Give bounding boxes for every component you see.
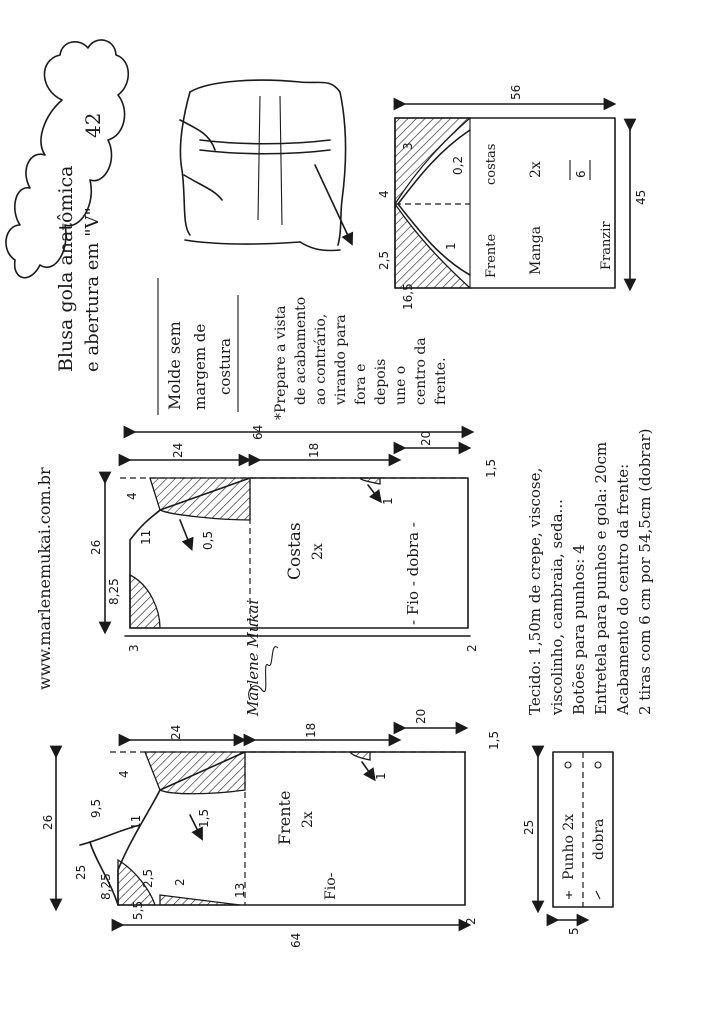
sleeve-dim-cuff-6: 6: [574, 170, 588, 178]
front-dim-collar-8-25: 8,25: [99, 873, 113, 900]
cuff-label: Punho 2x: [561, 813, 577, 880]
materials-buttons: Botões para punhos: 4: [570, 544, 588, 715]
back-dim-neck-8-25: 8,25: [107, 578, 121, 605]
front-dim-width-26: 26: [41, 814, 55, 830]
materials-text: [526, 429, 654, 716]
front-dim-hem-13: 13: [233, 882, 247, 898]
front-dim-collar-2: 2: [173, 878, 187, 886]
cuff-dim-height: 5: [567, 927, 581, 935]
back-dim-neck-4: 4: [125, 492, 139, 500]
front-dim-collar-25: 25: [74, 864, 88, 880]
back-count: 2x: [310, 543, 326, 560]
sleeve-dim-cap-0-2: 0,2: [451, 155, 465, 175]
back-dim-length: 64: [251, 424, 265, 440]
back-dim-armhole-11: 11: [139, 529, 153, 545]
blouse-sketch: [180, 80, 350, 250]
signature: [244, 599, 278, 717]
materials-interfacing: Entretela para punhos e gola: 20cm: [592, 441, 610, 715]
sleeve-dim-cap-2-5: 2,5: [377, 250, 391, 270]
front-dim-neck-4: 4: [117, 770, 131, 778]
sleeve-label-back: costas: [484, 143, 499, 185]
materials-finish-detail: 2 tiras com 6 cm por 54,5cm (dobrar): [636, 428, 654, 715]
sleeve-dim-cap-16-5: 16,5: [401, 283, 415, 310]
sleeve-label-count: 2x: [528, 161, 544, 178]
facing-note-line-4: virando para: [333, 314, 349, 405]
front-dim-hem-2: 2: [464, 917, 478, 925]
sleeve-label-front: Frente: [484, 233, 499, 278]
materials-fabric-2: viscolinho, cambraia, seda...: [548, 499, 566, 715]
back-dim-hem-20: 20: [419, 430, 433, 446]
facing-note-line-1: *Prepare a vista: [273, 305, 289, 420]
back-dim-hem-1-5: 1,5: [484, 458, 498, 478]
back-dim-width-26: 26: [89, 539, 103, 555]
front-pattern: [56, 728, 470, 925]
sleeve-label-gather: Franzir: [599, 221, 614, 270]
facing-note-line-3: ao contrário,: [313, 313, 329, 405]
back-dim-hem-2: 2: [465, 644, 479, 652]
cuff-dim-width: 25: [522, 819, 536, 835]
sleeve-pattern: [395, 104, 630, 288]
front-dim-armhole-1-5: 1,5: [197, 808, 211, 828]
title-line1: Blusa gola anatômica: [55, 165, 77, 372]
back-dim-neck-3: 3: [127, 644, 141, 652]
front-dim-hem-5-5: 5,5: [131, 900, 145, 920]
back-grain-line: - Fio - dobra -: [404, 522, 422, 625]
sleeve-dim-length: 45: [634, 189, 648, 205]
materials-finish-label: Acabamento do centro da frente:: [614, 463, 632, 715]
facing-note-line-7: une o: [393, 365, 409, 405]
mold-note-line2: margem de: [191, 323, 209, 410]
materials-fabric-1: Tecido: 1,50m de crepe, viscose,: [526, 467, 544, 715]
mold-note-line1: Molde sem: [165, 321, 184, 410]
front-dim-hem-20: 20: [414, 708, 428, 724]
back-dim-armhole-0-5: 0,5: [201, 530, 215, 550]
signature-text: Marlene Mukai: [244, 599, 262, 716]
front-dim-waist-1: 1: [374, 772, 388, 780]
front-dim-armhole-11: 11: [129, 814, 143, 830]
website-url: www.marlenemukai.com.br: [35, 467, 54, 690]
sleeve-dim-cap-4: 4: [377, 190, 391, 198]
sleeve-dim-width: 56: [509, 84, 523, 100]
facing-note-line-9: frente.: [433, 357, 449, 405]
facing-note-line-6: depois: [373, 358, 389, 405]
facing-note-line-2: de acabamento: [293, 296, 309, 405]
front-dim-length: 64: [289, 932, 303, 948]
front-dim-collar-9-5: 9,5: [89, 798, 103, 818]
front-label: Frente: [275, 790, 294, 845]
front-dim-shoulder-24: 24: [169, 724, 183, 740]
title-line2: e abertura em "V": [82, 207, 103, 372]
facing-note: [273, 297, 449, 420]
facing-note-line-8: centro da: [413, 337, 429, 405]
facing-note-line-5: fora e: [353, 363, 369, 405]
back-dim-side-18: 18: [307, 442, 321, 458]
front-dim-hem-1-5: 1,5: [487, 730, 501, 750]
front-dim-collar-2-5: 2,5: [141, 868, 155, 888]
sleeve-label-piece: Manga: [528, 225, 544, 275]
back-dim-waist-1: 1: [381, 497, 395, 505]
front-dim-side-18: 18: [304, 722, 318, 738]
sleeve-dim-cap-1: 1: [444, 242, 458, 250]
front-grain-line: Fio-: [323, 872, 339, 900]
sleeve-dim-cap-3: 3: [401, 142, 415, 150]
back-label: Costas: [285, 522, 305, 580]
cuff-fold-label: dobra: [591, 818, 607, 860]
title-size: 42: [81, 112, 105, 138]
back-dim-shoulder-24: 24: [171, 442, 185, 458]
front-count: 2x: [300, 811, 316, 828]
mold-note-line3: costura: [216, 338, 234, 395]
